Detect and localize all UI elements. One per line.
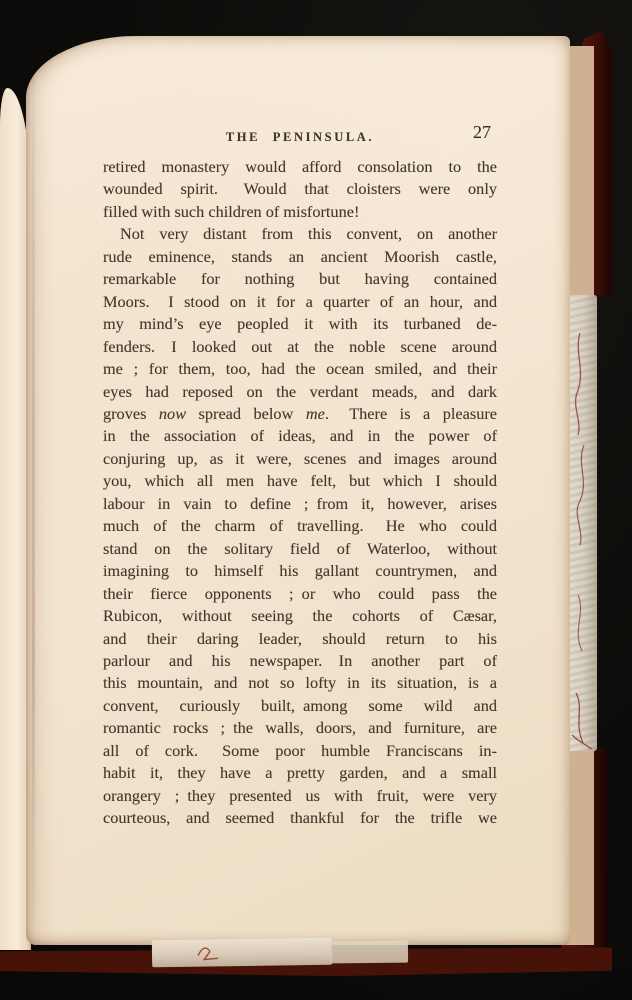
text-segment: wounded spirit. Would that cloisters were only — [103, 179, 497, 199]
text-segment: remarkable for nothing but having contained — [103, 269, 497, 289]
body-line — [103, 246, 497, 268]
body-line — [103, 762, 497, 784]
body-line — [103, 583, 497, 605]
text-segment: convent, curiously built, among some wild and — [103, 695, 497, 715]
text-segment: retired monastery would afford consolation to the — [103, 157, 497, 176]
body-line — [103, 223, 497, 245]
text-segment: you, which all men have felt, but which I should — [103, 471, 497, 491]
text-segment: their fierce opponents ; or who could pass the — [103, 583, 497, 603]
page-number: 27 — [473, 122, 491, 142]
body-line — [103, 448, 497, 470]
body-line — [103, 785, 497, 807]
text-segment: parlour and his newspaper. In another part of — [103, 650, 497, 670]
text-segment: eyes had reposed on the verdant meads, and dark — [103, 381, 497, 401]
text-segment: labour in vain to define ; from it, however, arises — [103, 493, 497, 513]
body-line — [103, 201, 497, 223]
body-line — [103, 717, 497, 739]
ribbon-bottom — [152, 938, 332, 968]
text-segment: conjuring up, as it were, scenes and images around — [103, 448, 497, 468]
body-line — [103, 628, 497, 650]
body-line — [103, 403, 497, 425]
text-segment: groves — [103, 403, 159, 423]
body-line — [103, 381, 497, 403]
ribbon-bottom-2 — [330, 941, 408, 964]
text-segment: stand on the solitary field of Waterloo, without — [103, 538, 497, 558]
text-segment: . There is a pleasure — [324, 403, 497, 423]
page-body — [103, 156, 497, 830]
text-segment: fenders. I looked out at the noble scene around — [103, 336, 497, 356]
body-line — [103, 336, 497, 358]
body-line — [103, 560, 497, 582]
body-line — [103, 156, 497, 178]
text-segment: spread below — [186, 403, 306, 423]
italic-text: me — [305, 403, 325, 423]
text-segment: romantic rocks ; the walls, doors, and furniture, are — [103, 718, 497, 738]
text-segment: imagining to himself his gallant countrymen, and — [103, 561, 497, 581]
body-line — [103, 470, 497, 492]
body-line — [103, 358, 497, 380]
body-line — [103, 313, 497, 335]
body-line — [103, 650, 497, 672]
body-line — [103, 695, 497, 717]
text-segment: courteous, and seemed thankful for the trifle we — [103, 808, 497, 828]
text-segment: much of the charm of travelling. He who could — [103, 516, 497, 536]
body-line — [103, 740, 497, 762]
body-line — [103, 807, 497, 829]
text-segment: all of cork. Some poor humble Franciscans in- — [103, 740, 497, 760]
text-segment: this mountain, and not so lofty in its situation, is a — [103, 673, 497, 693]
text-segment: Rubicon, without seeing the cohorts of Cæsar, — [103, 606, 497, 626]
body-line — [103, 291, 497, 313]
body-line — [103, 268, 497, 290]
text-segment: and their daring leader, should return to his — [103, 628, 497, 648]
italic-text: now — [158, 403, 187, 423]
gutter-shadow — [32, 36, 35, 945]
body-line — [103, 605, 497, 627]
running-title: THE PENINSULA. — [225, 129, 375, 144]
ribbon-mark — [152, 938, 332, 968]
text-segment: in the association of ideas, and in the power of — [103, 426, 497, 446]
text-segment: habit it, they have a pretty garden, and a small — [103, 763, 497, 783]
text-segment: rude eminence, stands an ancient Moorish castle, — [103, 246, 497, 266]
body-line — [103, 672, 497, 694]
body-line — [103, 515, 497, 537]
body-line — [103, 178, 497, 200]
text-segment: orangery ; they presented us with fruit, were very — [103, 785, 497, 805]
text-segment: filled with such children of misfortune! — [103, 201, 360, 221]
marbled-edge — [566, 295, 597, 751]
page-header — [103, 122, 497, 148]
body-line — [103, 493, 497, 515]
text-segment: me ; for them, too, had the ocean smiled, and their — [103, 359, 497, 379]
text-segment: Moors. I stood on it for a quarter of an hour, and — [103, 291, 497, 311]
text-segment: Not very distant from this convent, on another — [120, 224, 497, 244]
text-segment: my mind’s eye peopled it with its turbaned de- — [103, 314, 497, 334]
body-line — [103, 425, 497, 447]
marble-veins — [566, 295, 597, 751]
body-line — [103, 538, 497, 560]
book-page — [26, 36, 570, 945]
